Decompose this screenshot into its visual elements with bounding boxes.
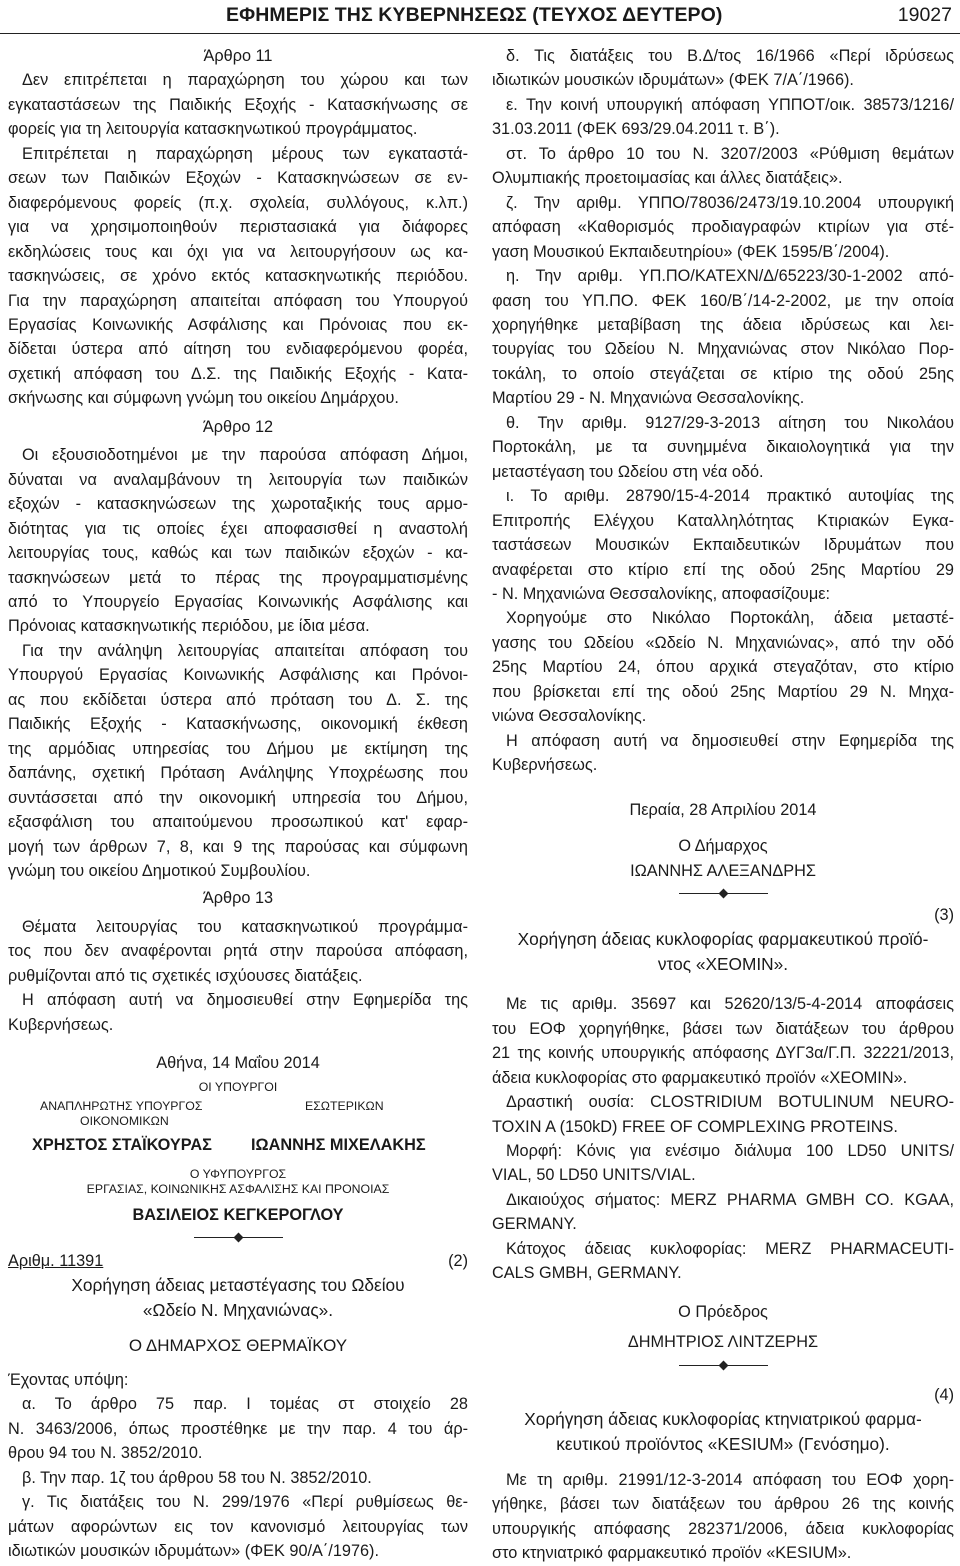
article-12-title: Άρθρο 12 bbox=[202, 417, 274, 436]
text-line: Χορηγούμε στο Νικόλαο Πορτοκάλη, άδεια μεταστέ- bbox=[506, 609, 954, 628]
text-line: δύναται να αναλαμβάνουν τη λειτουργία των παιδικών bbox=[8, 470, 468, 489]
doc-3-title-line: Χορήγηση άδειας κυκλοφορίας φαρμακευτικού προϊό- bbox=[517, 929, 929, 950]
diamond-ornament-icon bbox=[718, 1360, 728, 1370]
article-11-title: Άρθρο 11 bbox=[203, 47, 273, 65]
text-line: Η απόφαση αυτή να δημοσιευθεί στην Εφημερίδα της bbox=[506, 731, 954, 750]
text-line: Πορτοκάλη, με τα συνημμένα δικαιολογητικά για την bbox=[492, 438, 954, 457]
text-line: που βρίσκεται επί της οδού 25ης Μαρτίου 29 Ν. Μηχα- bbox=[492, 682, 954, 701]
text-line: 21 της κοινής υπουργικής απόφασης ΔΥΓ3α/Γ.Π. 32221/2013, bbox=[492, 1044, 954, 1063]
text-line: δαπάνης, σχετική Πρόταση Ανάληψης Υποχρέωσης που bbox=[8, 764, 468, 783]
text-line: TOXIN A (150kD) FREE OF COMPLEXING PROTEINS. bbox=[492, 1117, 898, 1136]
text-line: τουργίας του Ωδείου Ν. Μηχανιώνας στον Νικόλαο Πορ- bbox=[492, 340, 954, 359]
doc-3-title-line: ντος «XEOMIN». bbox=[657, 953, 789, 974]
text-line: σεων των Παιδικών Εξοχών - Κατασκηνώσεων σε εν- bbox=[8, 169, 468, 188]
text-line: αναφέρεται στο κτίριο επί της οδού 25ης Μαρτίου 29 bbox=[492, 560, 954, 579]
text-line: λειτουργίας τους, καθώς και των παιδικών εξοχών - κα- bbox=[8, 544, 468, 563]
text-line: β. Την παρ. 1ζ του άρθρου 58 του Ν. 3852/2010. bbox=[22, 1468, 372, 1487]
doc-3-body bbox=[492, 992, 954, 1285]
article-12-body bbox=[8, 443, 468, 883]
minister-names bbox=[8, 1129, 468, 1157]
ministers-heading: ΟΙ ΥΠΟΥΡΓΟΙ bbox=[198, 1079, 278, 1094]
text-line: Επιτροπής Ελέγχου Καταλληλότητας Κτιριακών Εγκα- bbox=[492, 511, 954, 530]
doc-4-title-line: κευτικού προϊόντος «KESIUM» (Γενόσημο). bbox=[556, 1433, 890, 1454]
text-line: γαση Μουσικού Εκπαιδευτηρίου» (ΦΕΚ 1595/Β΄/2004). bbox=[492, 242, 890, 261]
article-13-body bbox=[8, 915, 468, 1037]
text-line: ε. Την κοινή υπουργική απόφαση ΥΠΠΟΤ/οικ. 38573/1216/ bbox=[506, 95, 954, 114]
deputy-minister-title: Ο ΥΦΥΠΟΥΡΓΟΣ bbox=[189, 1166, 287, 1181]
doc-2-continuation bbox=[492, 44, 954, 778]
doc-4-title-line: Χορήγηση άδειας κυκλοφορίας κτηνιατρικού φαρμα- bbox=[524, 1409, 922, 1430]
text-line: θρου 94 του Ν. 3852/2010. bbox=[8, 1444, 203, 1463]
text-line: ι. Το αριθμ. 28790/15-4-2014 πρακτικό αυτοψίας της bbox=[506, 487, 954, 506]
page-header bbox=[0, 0, 960, 32]
considerations-list bbox=[8, 1392, 468, 1563]
signatory-staikouras: ΧΡΗΣΤΟΣ ΣΤΑΪΚΟΥΡΑΣ bbox=[32, 1135, 212, 1154]
text-line: γνώμη του οικείου Δημοτικού Συμβουλίου. bbox=[8, 861, 311, 880]
text-line: ιδιωτικών μουσικών ιδρυμάτων» (ΦΕΚ 7/Α΄/1966). bbox=[492, 71, 854, 90]
gazette-title: ΕΦΗΜΕΡΙΣ ΤΗΣ ΚΥΒΕΡΝΗΣΕΩΣ (ΤΕΥΧΟΣ ΔΕΥΤΕΡΟ) bbox=[226, 4, 723, 26]
doc-2-index: (2) bbox=[448, 1252, 468, 1271]
text-line: τασκηνώσεις, σε χρόνο εκτός κατασκηνωτικής περιόδου. bbox=[8, 267, 468, 286]
place-date: Αθήνα, 14 Μαΐου 2014 bbox=[156, 1054, 320, 1073]
text-line: Εργασίας Κοινωνικής Ασφάλισης και Πρόνοιας που εκ- bbox=[8, 315, 468, 334]
text-line: 25ης Μαρτίου 24, όπου αρχικά στεγαζόταν, στο κτίριο bbox=[492, 658, 954, 677]
text-line: Δικαιούχος σήματος: MERZ PHARMA GMBH CO. KGAA, bbox=[506, 1190, 954, 1209]
text-line: μεταστέγαση του Ωδείου στη νέα οδό. bbox=[492, 462, 764, 481]
text-line: τοκάλη, το οποίο στεγάζεται σε κτίριο της οδού 25ης bbox=[492, 364, 954, 383]
text-line: απόφαση «Καθορισμός προδιαγραφών κτιρίων για στέ- bbox=[492, 218, 954, 237]
text-line: ιδιωτικών μουσικών ιδρυμάτων» (ΦΕΚ 90/Α΄/1976). bbox=[8, 1542, 379, 1561]
text-line: Δεν επιτρέπεται η παραχώρηση του χώρου και των bbox=[22, 71, 468, 90]
text-line: Θέματα λειτουργίας του κατασκηνωτικού προγράμμα- bbox=[22, 917, 468, 936]
interior-title: ΕΣΩΤΕΡΙΚΩΝ bbox=[305, 1098, 384, 1113]
doc-2-number: Αριθμ. 11391 bbox=[8, 1252, 104, 1271]
diamond-ornament-icon bbox=[718, 889, 728, 899]
text-line: μάτων αφορώντων εις τον κανονισμό λειτουργίας των bbox=[8, 1517, 468, 1536]
text-line: Με τις αριθμ. 35697 και 52620/13/5-4-2014 αποφάσεις bbox=[506, 995, 954, 1014]
text-line: τος που δεν αναφέρονται ρητά στην παρούσα απόφαση, bbox=[8, 942, 468, 961]
text-line: διαφερόμενους φορείς (π.χ. σχολεία, συλλόγους, κ.λπ.) bbox=[8, 193, 468, 212]
text-line: - Ν. Μηχανιώνα Θεσσαλονίκης, αποφασίζουμε: bbox=[492, 584, 830, 603]
text-line: διότητας για τις οποίες έχει αποφασισθεί η αναστολή bbox=[8, 519, 468, 538]
text-line: εξοχών - κατασκηνώσεων της χωροταξικής τους αρμο- bbox=[8, 495, 468, 514]
text-line: δίδεται ύστερα από αίτηση του ενδιαφερόμενου φορέα, bbox=[8, 340, 468, 359]
doc-2-title-line: «Ωδείο Ν. Μηχανιώνας». bbox=[142, 1299, 334, 1320]
diamond-ornament-icon bbox=[233, 1233, 243, 1243]
text-line: ταστάσεων Μουσικών Εκπαιδευτικών Ιδρυμάτων που bbox=[492, 536, 954, 555]
article-13-title: Άρθρο 13 bbox=[202, 889, 274, 908]
text-line: ζ. Την αριθμ. ΥΠΠΟ/78036/2473/19.10.2004 υπουργική bbox=[506, 193, 954, 212]
text-line: ρυθμίζονται από τις σχετικές ισχύουσες διατάξεις. bbox=[8, 966, 363, 985]
text-line: σκήνωσης και σύμφωνη γνώμη του οικείου Δημάρχου. bbox=[8, 389, 399, 408]
text-line: εξασφάλιση του απαιτούμενου προσωπικού κατ' εφαρ- bbox=[8, 813, 468, 832]
text-line: CALS GMBH, GERMANY. bbox=[492, 1264, 682, 1283]
section-divider bbox=[492, 885, 954, 901]
text-line: Επιτρέπεται η παραχώρηση μέρους των εγκαταστά- bbox=[22, 144, 468, 163]
text-line: στο κτηνιατρικό φαρμακευτικό προϊόν «KESIUM». bbox=[492, 1544, 852, 1563]
text-line: Μορφή: Κόνις για ενέσιμο διάλυμα 100 LD50 UNITS/ bbox=[506, 1142, 954, 1161]
text-line: Για την παραχώρηση απαιτείται απόφαση του Υπουργού bbox=[8, 291, 468, 310]
text-line: ας που εκδίδεται ύστερα από πρόταση του Δ. Σ. της bbox=[8, 690, 468, 709]
text-line: άδεια κυκλοφορίας στο φαρμακευτικό προϊόν «XEOMIN». bbox=[492, 1068, 908, 1087]
text-line: η. Την αριθμ. ΥΠ.ΠΟ/ΚΑΤΕΧΝ/Δ/65223/30-1-2002 από- bbox=[506, 267, 954, 286]
article-11-body bbox=[8, 68, 468, 410]
text-line: μογή των άρθρων 7, 8, και 9 της παρούσας και σύμφωνη bbox=[8, 837, 468, 856]
text-line: φορείς για τη λειτουργία κατασκηνωτικού προγράμματος. bbox=[8, 120, 418, 139]
text-line: του ΕΟΦ χορηγήθηκε, βάσει των διατάξεων του άρθρου bbox=[492, 1019, 954, 1038]
ministers-block bbox=[8, 1095, 468, 1129]
doc-4-body bbox=[492, 1468, 954, 1566]
text-line: Κυβερνήσεως. bbox=[8, 1015, 114, 1034]
text-line: Ολυμπιακής προετοιμασίας και άλλες διατάξεις». bbox=[492, 169, 843, 188]
text-line: Οι εξουσιοδοτημένοι με την παρούσα απόφαση Δήμοι, bbox=[22, 446, 468, 465]
text-line: Παιδικής Εξοχής - Κατασκήνωσης, οικονομική έκθεση bbox=[8, 715, 468, 734]
doc-4-index: (4) bbox=[934, 1385, 954, 1404]
deputy-finance-title-2: ΟΙΚΟΝΟΜΙΚΩΝ bbox=[80, 1113, 169, 1128]
text-line: χορηγήθηκε μεταβίβαση της άδεια ιδρύσεως και λει- bbox=[492, 315, 954, 334]
text-line: συντάσσεται από την οικονομική υπηρεσία του Δήμου, bbox=[8, 788, 468, 807]
doc-2-title-line: Χορήγηση άδειας μεταστέγασης του Ωδείου bbox=[71, 1275, 405, 1296]
text-line: γήθηκε, βάσει των διατάξεων του άρθρου 26 της κοινής bbox=[492, 1495, 954, 1514]
mayor-title: Ο Δήμαρχος bbox=[678, 837, 768, 856]
doc-2-header bbox=[8, 1249, 468, 1273]
text-line: της αρμόδιας υπηρεσίας του Δήμου με εκτίμηση της bbox=[8, 739, 468, 758]
text-line: φαση του ΥΠ.ΠΟ. ΦΕΚ 160/Β΄/14-2-2002, με την οποία bbox=[492, 291, 954, 310]
text-line: εκδηλώσεις τους και όχι για να λειτουργήσουν ως κα- bbox=[8, 242, 468, 261]
text-line: δ. Τις διατάξεις του Β.Δ/τος 16/1966 «Περί ιδρύσεως bbox=[506, 47, 954, 65]
text-line: GERMANY. bbox=[492, 1215, 577, 1234]
text-line: Η απόφαση αυτή να δημοσιευθεί στην Εφημερίδα της bbox=[22, 991, 468, 1010]
signatory-michelakis: ΙΩΑΝΝΗΣ ΜΙΧΕΛΑΚΗΣ bbox=[251, 1135, 426, 1154]
text-line: από το Υπουργείο Εργασίας Κοινωνικής Ασφάλισης και bbox=[8, 592, 468, 611]
right-column bbox=[492, 44, 954, 1566]
page-number: 19027 bbox=[897, 4, 952, 26]
text-line: Κυβερνήσεως. bbox=[492, 756, 598, 775]
text-line: Μαρτίου 29 - Ν. Μηχανιώνα Θεσσαλονίκης. bbox=[492, 389, 805, 408]
section-divider bbox=[492, 1357, 954, 1373]
text-line: Ν. 3463/2006, όπως προστέθηκε με την παρ. 4 του άρ- bbox=[8, 1419, 468, 1438]
text-line: νιώνα Θεσσαλονίκης. bbox=[492, 707, 647, 726]
having-regard: Έχοντας υπόψη: bbox=[8, 1370, 129, 1389]
text-line: Πρόνοιας κατασκηνωτικής περιόδου, με ίδια μέσα. bbox=[8, 617, 370, 636]
text-line: υπουργικής απόφασης 282371/2006, άδεια κυκλοφορίας bbox=[492, 1519, 954, 1538]
president-name: ΔΗΜΗΤΡΙΟΣ ΛΙΝΤΖΕΡΗΣ bbox=[627, 1333, 819, 1352]
left-column bbox=[8, 44, 468, 1563]
text-line: τασκηνώσεων μετά το πέρας της προγραμματισμένης bbox=[8, 568, 468, 587]
text-line: Κάτοχος άδειας κυκλοφορίας: MERZ PHARMACEUTI- bbox=[506, 1239, 954, 1258]
signatory-kegkeroglou: ΒΑΣΙΛΕΙΟΣ ΚΕΓΚΕΡΟΓΛΟΥ bbox=[132, 1205, 344, 1224]
mayor-name: ΙΩΑΝΝΗΣ ΑΛΕΞΑΝΔΡΗΣ bbox=[630, 861, 816, 880]
text-line: 31.03.2011 (ΦΕΚ 693/29.04.2011 τ. Β΄). bbox=[492, 120, 780, 139]
text-line: γασης του Ωδείου «Ωδείο Ν. Μηχανιώνας», από την οδό bbox=[492, 633, 954, 652]
president-title: Ο Πρόεδρος bbox=[678, 1302, 768, 1321]
doc-2-issuer: Ο ΔΗΜΑΡΧΟΣ ΘΕΡΜΑΪΚΟΥ bbox=[128, 1336, 348, 1356]
doc-3-index: (3) bbox=[934, 905, 954, 924]
deputy-finance-title-1: ΑΝΑΠΛΗΡΩΤΗΣ ΥΠΟΥΡΓΟΣ bbox=[40, 1098, 203, 1113]
deputy-ministry-name: ΕΡΓΑΣΙΑΣ, ΚΟΙΝΩΝΙΚΗΣ ΑΣΦΑΛΙΣΗΣ ΚΑΙ ΠΡΟΝΟΙΑΣ bbox=[86, 1181, 390, 1196]
text-line: εγκαταστάσεων της Παιδικής Εξοχής - Κατασκήνωσης σε bbox=[8, 95, 468, 114]
place-date: Περαία, 28 Απριλίου 2014 bbox=[629, 800, 817, 819]
text-line: Με τη αριθμ. 21991/12-3-2014 απόφαση του ΕΟΦ χορη- bbox=[506, 1471, 954, 1490]
text-line: σχετική απόφαση του Δ.Σ. της Παιδικής Εξοχής - Κατα- bbox=[8, 364, 468, 383]
text-line: Υπουργού Εργασίας Κοινωνικής Ασφάλισης και Πρόνοι- bbox=[8, 666, 468, 685]
text-line: θ. Την αριθμ. 9127/29-3-2013 αίτηση του Νικολάου bbox=[506, 413, 954, 432]
text-line: γ. Τις διατάξεις του Ν. 299/1976 «Περί ρυθμίσεως θε- bbox=[22, 1493, 468, 1512]
text-line: α. Το άρθρο 75 παρ. Ι τομέας στ στοιχείο 28 bbox=[22, 1395, 468, 1414]
text-line: στ. Το άρθρο 10 του Ν. 3207/2003 «Ρύθμιση θεμάτων bbox=[506, 144, 954, 163]
section-divider bbox=[8, 1229, 468, 1245]
text-line: VIAL, 50 LD50 UNITS/VIAL. bbox=[492, 1166, 696, 1185]
text-line: Δραστική ουσία: CLOSTRIDIUM BOTULINUM NEURO- bbox=[506, 1093, 954, 1112]
text-line: για να χρησιμοποιηθούν περιστασιακά για διάφορες bbox=[8, 218, 468, 237]
text-line: Για την ανάληψη λειτουργίας απαιτείται απόφαση του bbox=[22, 641, 468, 660]
header-rule bbox=[0, 33, 960, 34]
